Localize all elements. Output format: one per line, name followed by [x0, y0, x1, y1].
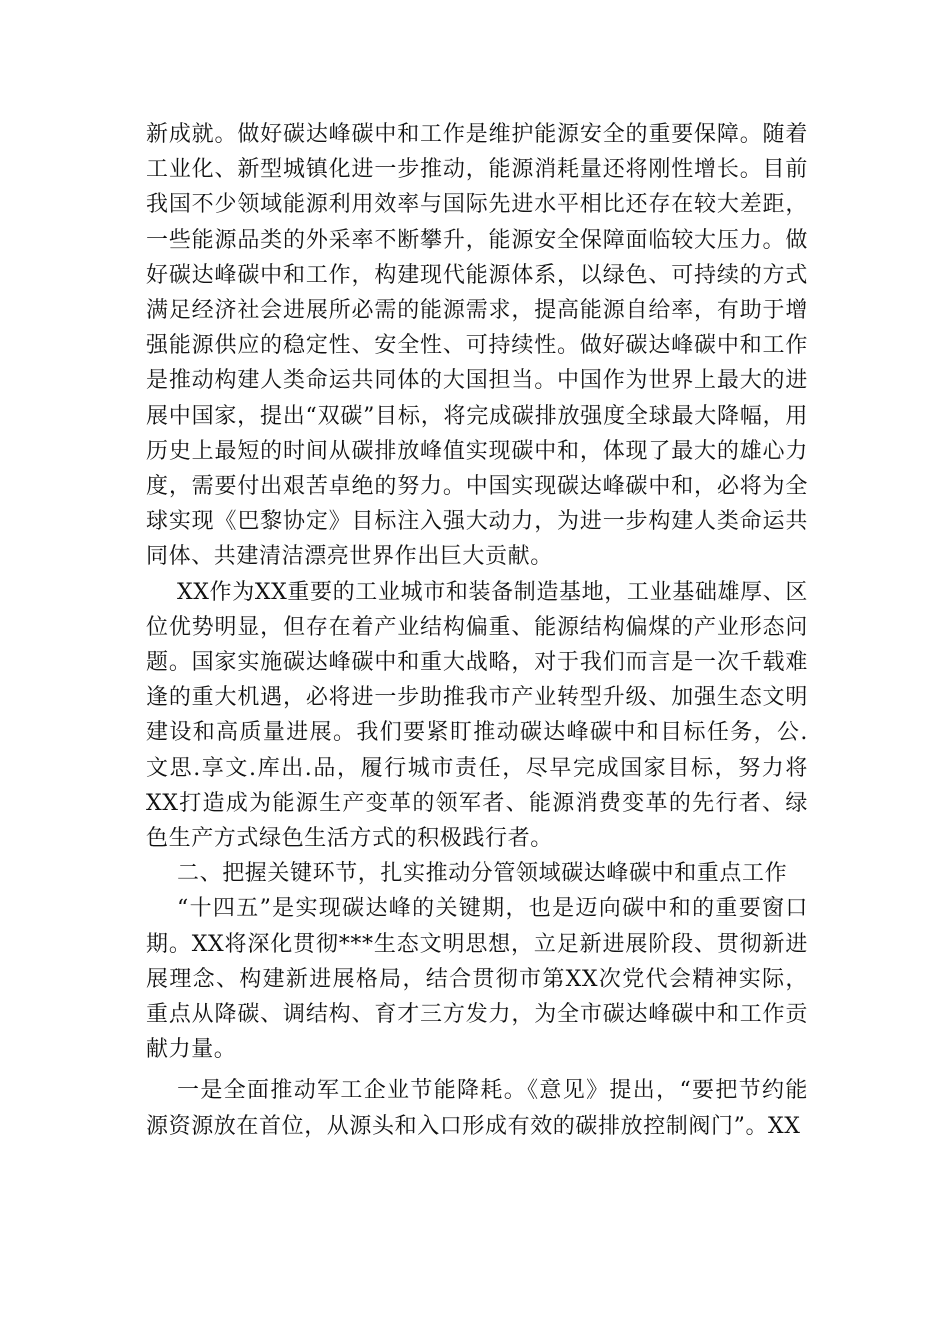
- paragraph-city-opportunity: XX作为XX重要的工业城市和装备制造基地，工业基础雄厚、区位优势明显，但存在着产业结构偏重、能源结构偏煤的产业形态问题。国家实施碳达峰碳中和重大战略，对于我们而言是一次千载难逢的重大机遇，必将进一步助推我市产业转型升级、加强生态文明建设和高质量进展。我们要紧盯推动碳达峰碳中和目标任务，公.文思.享文.库出.品，履行城市责任，尽早完成国家目标，努力将XX打造成为能源生产变革的领军者、能源消费变革的先行者、绿色生产方式绿色生活方式的积极践行者。: [146, 579, 808, 852]
- paragraph-energy-security: 新成就。做好碳达峰碳中和工作是维护能源安全的重要保障。随着工业化、新型城镇化进一步推动，能源消耗量还将刚性增长。目前我国不少领域能源利用效率与国际先进水平相比还存在较大差距，一些能源品类的外采率不断攀升，能源安全保障面临较大压力。做好碳达峰碳中和工作，构建现代能源体系，以绿色、可持续的方式满足经济社会进展所必需的能源需求，提高能源自给率，有助于增强能源供应的稳定性、安全性、可持续性。做好碳达峰碳中和工作是推动构建人类命运共同体的大国担当。中国作为世界上最大的进展中国家，提出“双碳”目标，将完成碳排放强度全球最大降幅，用历史上最短的时间从碳排放峰值实现碳中和，体现了最大的雄心力度，需要付出艰苦卓绝的努力。中国实现碳达峰碳中和，必将为全球实现《巴黎协定》目标注入强大动力，为进一步构建人类命运共同体、共建清洁漂亮世界作出巨大贡献。: [146, 122, 808, 570]
- document-body: [146, 117, 808, 1144]
- paragraph-fourteenth-five-year: “十四五”是实现碳达峰的关键期，也是迈向碳中和的重要窗口期。XX将深化贯彻***生态文明思想，立足新进展阶段、贯彻新进展理念、构建新进展格局，结合贯彻市第XX次党代会精神实际，重点从降碳、调结构、育才三方发力，为全市碳达峰碳中和工作贡献力量。: [146, 896, 808, 1063]
- paragraph-military-energy-saving: 一是全面推动军工企业节能降耗。《意见》提出，“要把节约能源资源放在首位，从源头和入口形成有效的碳排放控制阀门”。XX: [146, 1078, 808, 1139]
- section-heading: 二、把握关键环节，扎实推动分管领域碳达峰碳中和重点工作: [177, 861, 788, 887]
